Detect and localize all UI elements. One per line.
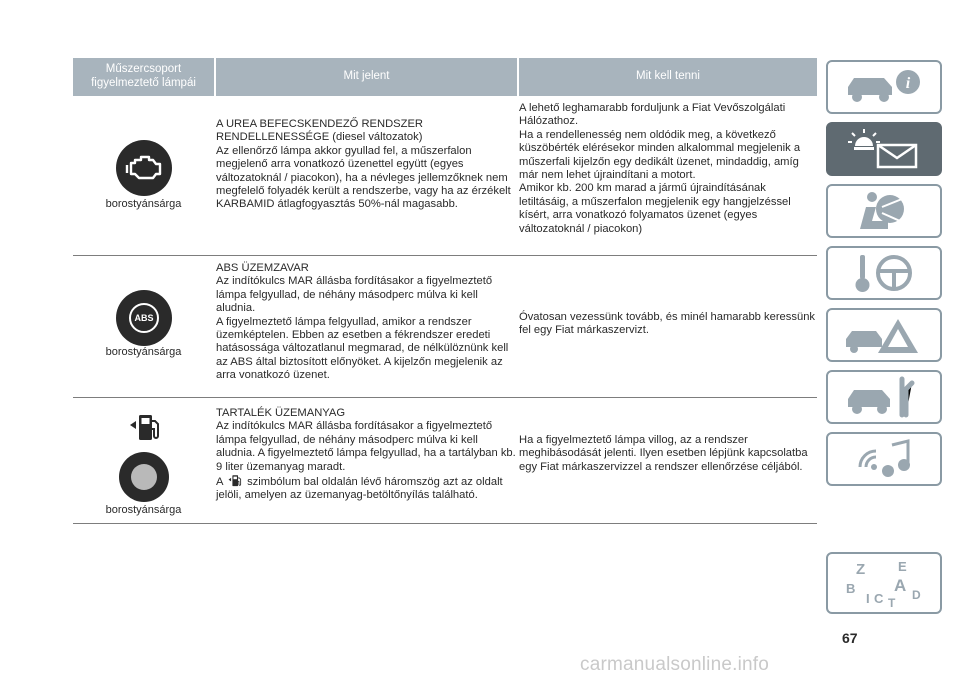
emergency-triangle-icon bbox=[842, 313, 926, 357]
header-warning-lights: Műszercsoport figyelmeztető lámpái bbox=[73, 58, 214, 96]
tab-maintenance[interactable] bbox=[826, 370, 942, 424]
lamp-color-label: borostyánsárga bbox=[105, 504, 182, 516]
lamp-cell bbox=[73, 256, 214, 397]
meaning-text: Az indítókulcs MAR állásba fordításakor a figyelmeztető lámpa felgyullad, de néhány másodperc múlva ki kell aludnia. bbox=[216, 275, 493, 315]
svg-text:E: E bbox=[898, 559, 907, 574]
svg-text:I: I bbox=[866, 591, 870, 606]
svg-text:D: D bbox=[912, 588, 921, 602]
tab-starting-driving[interactable] bbox=[826, 246, 942, 300]
lamp-cell bbox=[73, 96, 214, 255]
airbag-seat-icon bbox=[842, 189, 926, 233]
lamp-cell bbox=[73, 398, 214, 523]
action-cell bbox=[519, 434, 817, 474]
meaning-title: ABS ÜZEMZAVAR bbox=[216, 262, 309, 274]
action-text: Ha a rendellenesség nem oldódik meg, a következő küszöbérték elérésekor minden alkalommal megjelenik a műszerfali kijelzőn egy dedikált üzenet, mindaddig, amíg már nem lehet újraindítani a motort. bbox=[519, 128, 801, 182]
meaning-text: A figyelmeztető lámpa felgyullad, amikor a rendszer üzemképtelen. Ebben az esetben a fékrendszer eredeti hatásossága változatlanul megmarad, de nélkülöznünk kell az ABS által biztosított előnyöket. A kijelzőn megjelenik az arra vonatkozó üzenet. bbox=[216, 315, 509, 382]
tab-index[interactable] bbox=[826, 552, 942, 614]
svg-text:A: A bbox=[894, 576, 907, 595]
table-row bbox=[73, 256, 817, 398]
svg-text:C: C bbox=[874, 591, 884, 606]
meaning-text: Az ellenőrző lámpa akkor gyullad fel, a műszerfalon megjelenő arra vonatkozó üzenettel együtt (egyes változatoknál / piacokon), ha a névleges jellemzőknek nem megfelelő folyadék került a rendszerbe, vagy ha az érzékelt KARBAMID átlagfogyasztás 50%-nál magasabb. bbox=[216, 144, 511, 211]
tab-emergency[interactable] bbox=[826, 308, 942, 362]
engine-icon bbox=[116, 140, 172, 196]
meaning-text: A szimbólum bal oldalán lévő háromszög azt az oldalt jelöli, amelyen az üzemanyag-betöltőnyílás található. bbox=[216, 476, 503, 502]
abs-icon: ABS bbox=[116, 290, 172, 346]
page-number: 67 bbox=[842, 630, 858, 646]
action-text: A lehető leghamarabb forduljunk a Fiat Vevőszolgálati Hálózathoz. bbox=[519, 102, 786, 128]
action-cell bbox=[519, 102, 817, 236]
action-text: Ha a figyelmeztető lámpa villog, az a rendszer meghibásodását jelenti. Ilyen esetben lépjünk kapcsolatba egy Fiat márkaszervizzel a rendszer ellenőrzése céljából. bbox=[519, 434, 808, 473]
meaning-cell bbox=[216, 407, 517, 503]
warning-light-message-icon bbox=[842, 127, 926, 171]
action-text: Óvatosan vezessünk tovább, és minél hamarabb keressünk fel egy Fiat márkaszervizt. bbox=[519, 311, 816, 337]
lamp-color-label: borostyánsárga bbox=[105, 346, 182, 358]
fuel-pump-icon bbox=[226, 474, 244, 487]
car-maintenance-icon bbox=[842, 375, 926, 419]
car-info-icon bbox=[842, 65, 926, 109]
tab-warning-lights[interactable] bbox=[826, 122, 942, 176]
svg-text:Z: Z bbox=[856, 561, 866, 578]
svg-text:T: T bbox=[888, 596, 896, 609]
multimedia-icon bbox=[842, 437, 926, 481]
meaning-title: TARTALÉK ÜZEMANYAG bbox=[216, 407, 346, 419]
meaning-cell bbox=[216, 262, 517, 383]
meaning-cell bbox=[216, 118, 517, 212]
index-letters-icon bbox=[842, 557, 926, 609]
tab-safety[interactable] bbox=[826, 184, 942, 238]
header-meaning: Mit jelent bbox=[216, 58, 517, 96]
meaning-title: A UREA BEFECSKENDEZŐ RENDSZER RENDELLENESSÉGE (diesel változatok) bbox=[216, 118, 424, 144]
table-row bbox=[73, 96, 817, 256]
tab-multimedia[interactable] bbox=[826, 432, 942, 486]
lamp-color-label: borostyánsárga bbox=[105, 198, 182, 210]
header-action: Mit kell tenni bbox=[519, 58, 817, 96]
meaning-text: Az indítókulcs MAR állásba fordításakor a figyelmeztető lámpa felgyullad, de néhány másodperc múlva ki kell aludnia. A figyelmeztető lámpa felgyullad, ha a tartályban kb. 9 liter üzemanyag maradt. bbox=[216, 420, 516, 473]
tab-car-info[interactable] bbox=[826, 60, 942, 114]
watermark: carmanualsonline.info bbox=[580, 654, 770, 675]
fuel-pump-icon bbox=[128, 412, 162, 442]
table-row bbox=[73, 398, 817, 524]
svg-text:i: i bbox=[905, 75, 911, 92]
steering-key-icon bbox=[842, 251, 926, 295]
warning-lamp-indicator-icon bbox=[119, 452, 169, 502]
svg-text:B: B bbox=[846, 581, 856, 596]
action-cell bbox=[519, 311, 817, 338]
action-text: Amikor kb. 200 km marad a jármű újraindításának letiltásáig, a műszerfalon megjelenik egy hangjelzéssel kísért, arra vonatkozó folyamatos üzenet (egyes változatoknál / piacokon) bbox=[519, 182, 791, 235]
